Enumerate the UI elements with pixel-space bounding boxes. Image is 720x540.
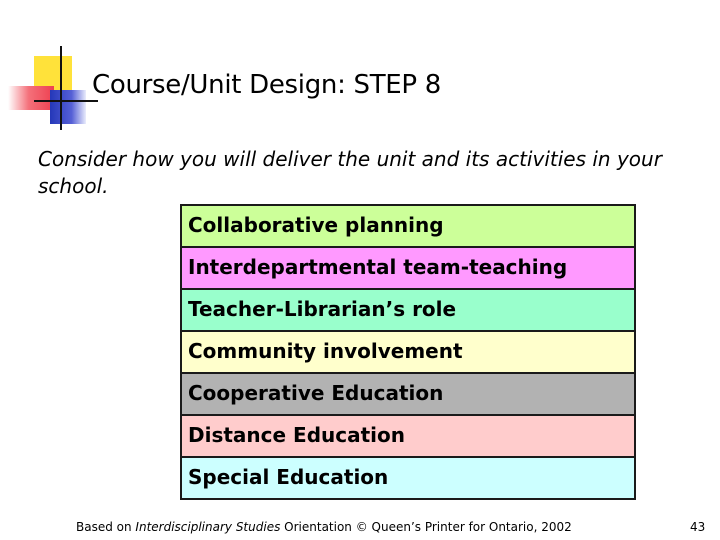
option-interdepartmental-team-teaching: Interdepartmental team-teaching [182,248,634,290]
page-number: 43 [690,520,706,534]
option-community-involvement: Community involvement [182,332,634,374]
slide-title: Course/Unit Design: STEP 8 [92,70,442,100]
footer-prefix: Based on [76,520,136,534]
logo-horizontal-line [34,100,98,102]
logo-red-bar [8,86,54,110]
logo-blue-square [50,90,86,124]
slide-subtitle: Consider how you will deliver the unit and its activities in your school. [38,147,662,198]
option-distance-education: Distance Education [182,416,634,458]
option-special-education: Special Education [182,458,634,500]
footer-italic-title: Interdisciplinary Studies [135,520,281,534]
delivery-options-list [180,204,636,500]
option-teacher-librarian-role: Teacher-Librarian’s role [182,290,634,332]
logo-vertical-line [60,46,62,130]
slide-footer [76,520,572,534]
option-collaborative-planning: Collaborative planning [182,206,634,248]
option-cooperative-education: Cooperative Education [182,374,634,416]
footer-suffix: Orientation © Queen’s Printer for Ontario, 2002 [280,520,572,534]
slide-logo-decoration [0,0,100,140]
